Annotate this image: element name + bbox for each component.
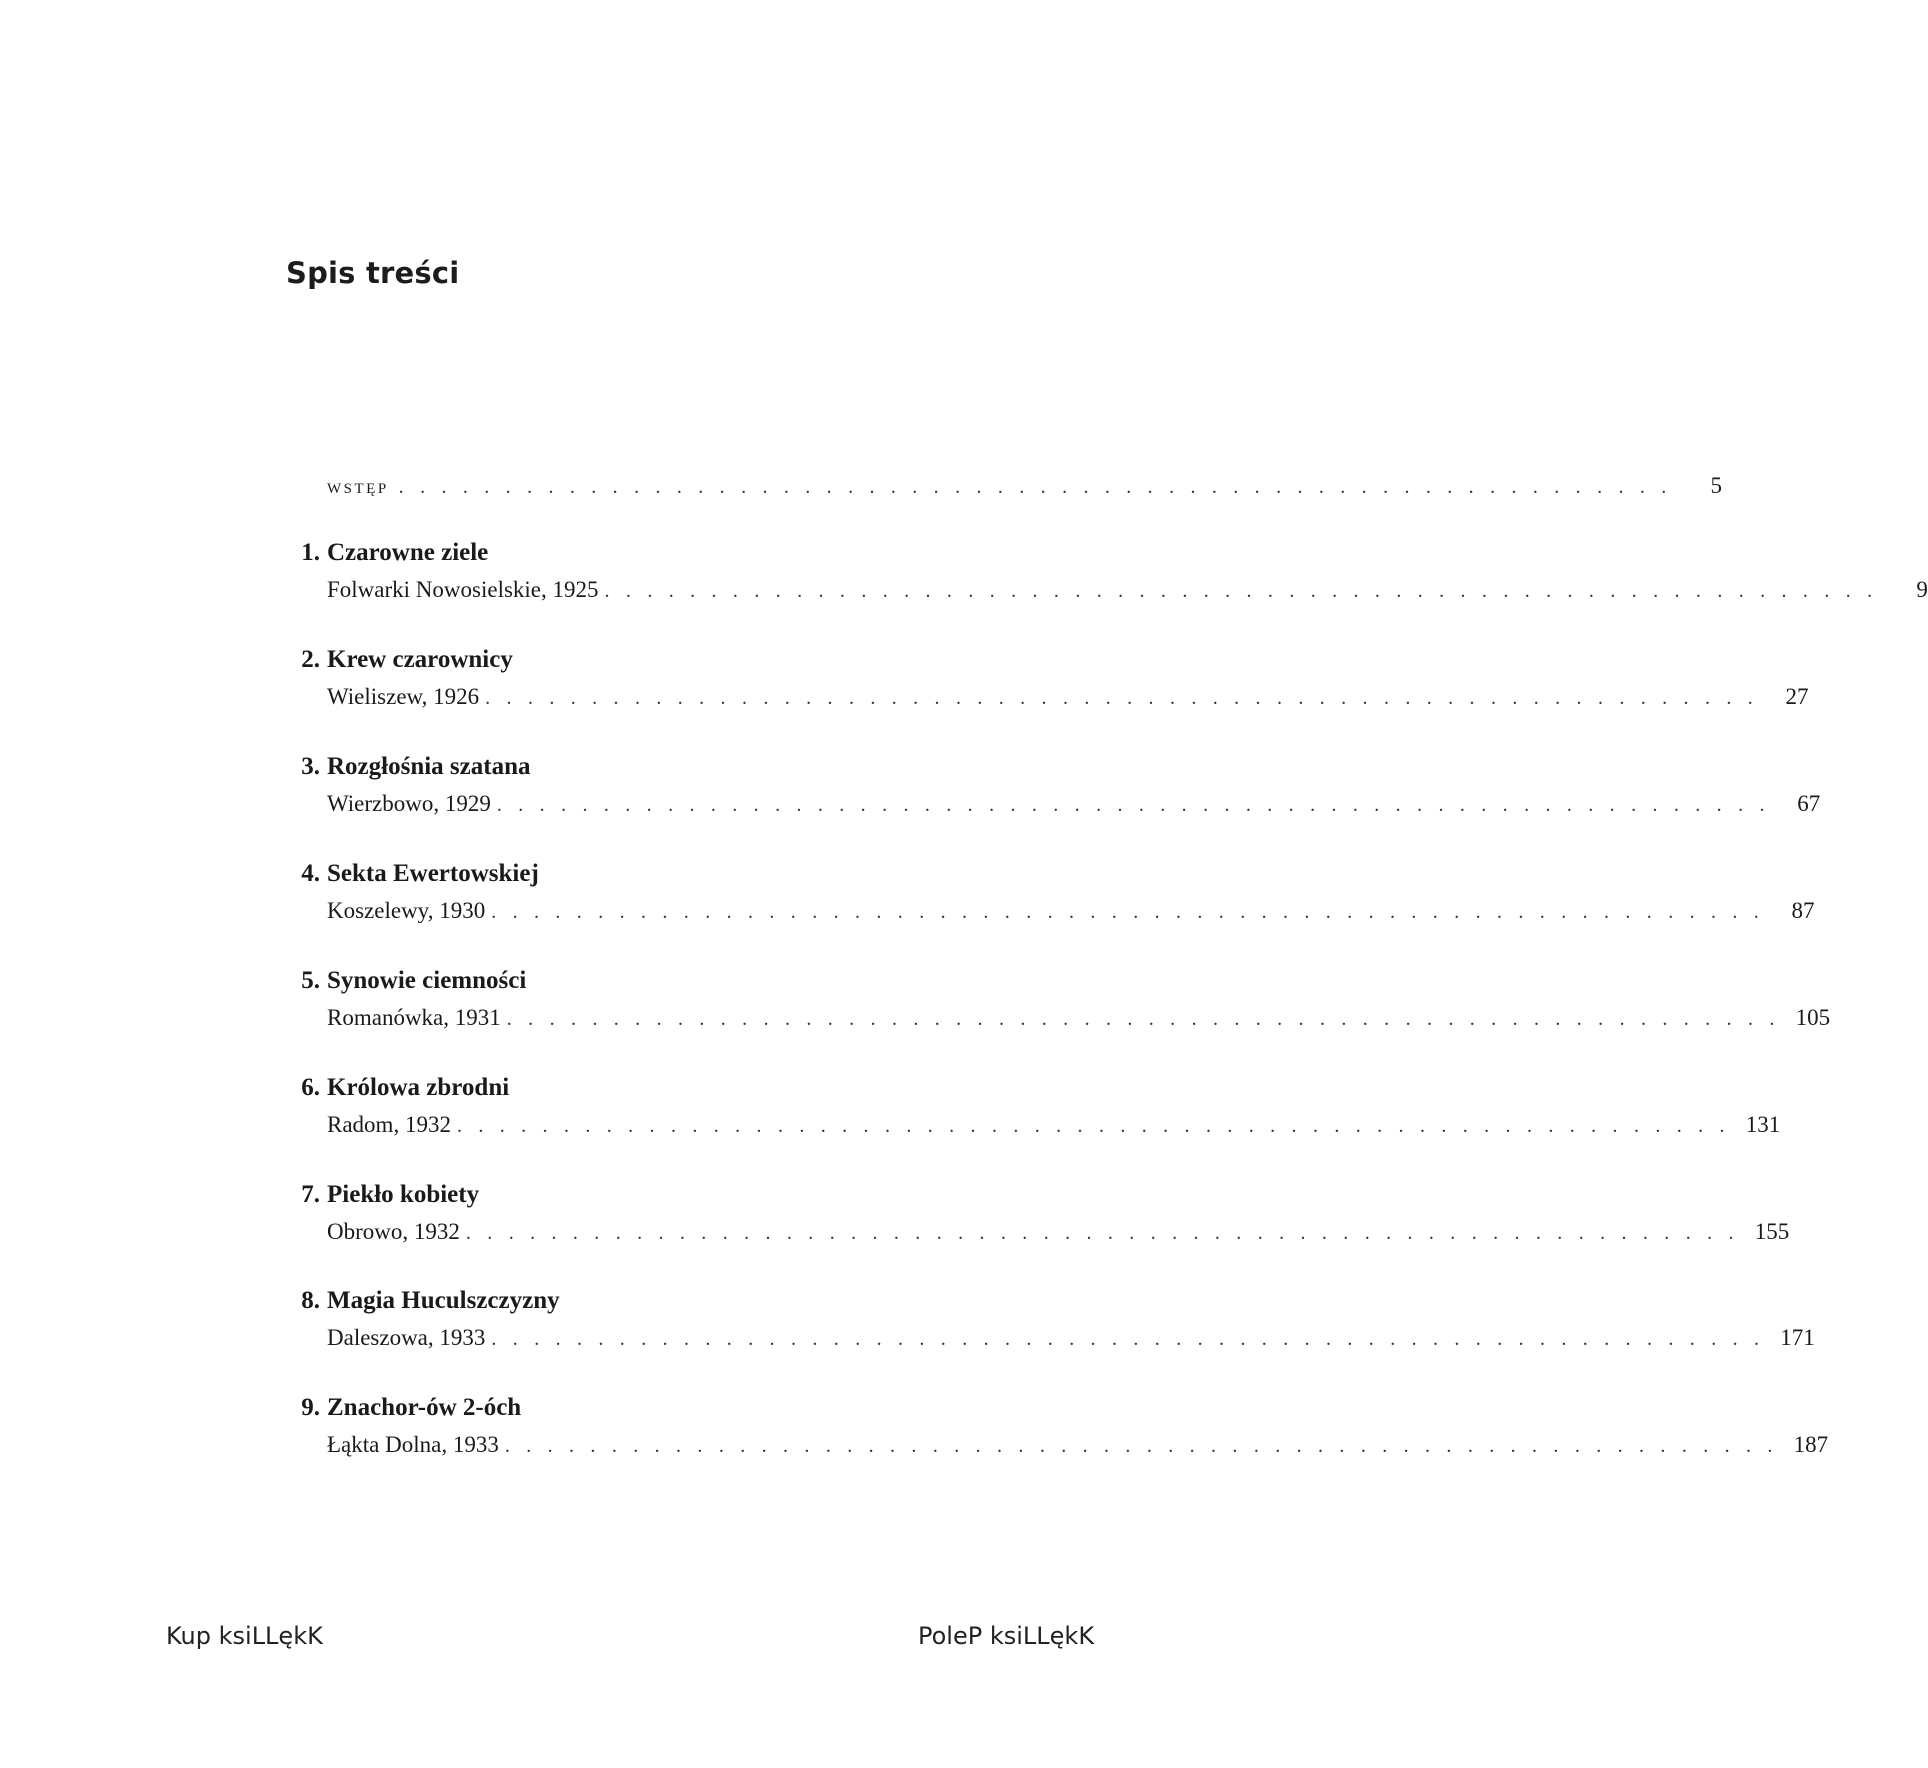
toc-page-number: 9 [1916, 577, 1928, 602]
chapter-place: Obrowo, 1932 [327, 1219, 460, 1244]
dot-leader: . . . . . . . . . . . . . . . . . . . . . . . . . . . . . . . . . . . . . . . . . . . . . . . . . . . . . . . . . . . . [496, 794, 1771, 816]
chapter-place: Koszelewy, 1930 [327, 898, 486, 923]
chapter-number: 9. [301, 1394, 320, 1421]
toc-entry-chapter [260, 857, 1815, 937]
chapter-place: Wieliszew, 1926 [327, 684, 480, 709]
chapter-number: 1. [301, 539, 320, 566]
toc-entry-chapter [260, 1391, 1829, 1471]
chapter-number: 2. [301, 646, 320, 673]
toc-page-number: 131 [1745, 1112, 1781, 1137]
recommend-book-link[interactable]: PoleP ksiLLęk​K [918, 1622, 1095, 1650]
toc-page-number: 171 [1780, 1325, 1815, 1350]
chapter-place: Radom, 1932 [327, 1112, 451, 1137]
chapter-place: Wierzbowo, 1929 [327, 791, 491, 816]
buy-book-link[interactable]: Kup ksiLLęk​K [166, 1622, 323, 1650]
toc-entry-chapter [260, 536, 1928, 616]
chapter-number: 5. [301, 967, 320, 994]
chapter-number: 6. [301, 1074, 320, 1101]
toc-entry-chapter [260, 1178, 1790, 1258]
dot-leader: . . . . . . . . . . . . . . . . . . . . . . . . . . . . . . . . . . . . . . . . . . . . . . . . . . . . . . . . . . . . [398, 476, 1672, 498]
chapter-number: 7. [301, 1181, 320, 1208]
toc-entry-chapter [260, 643, 1809, 723]
toc-entry-chapter [260, 964, 1831, 1044]
dot-leader: . . . . . . . . . . . . . . . . . . . . . . . . . . . . . . . . . . . . . . . . . . . . . . . . . . . . . . . . . . . . [506, 1008, 1781, 1030]
toc-page-number: 27 [1785, 684, 1809, 709]
chapter-number: 4. [301, 860, 320, 887]
dot-leader: . . . . . . . . . . . . . . . . . . . . . . . . . . . . . . . . . . . . . . . . . . . . . . . . . . . . . . . . . . . . [456, 1115, 1731, 1137]
toc-entry-chapter [260, 1284, 1815, 1364]
table-of-contents [260, 0, 1928, 1500]
page-title: Spis treści [286, 256, 460, 290]
dot-leader: . . . . . . . . . . . . . . . . . . . . . . . . . . . . . . . . . . . . . . . . . . . . . . . . . . . . . . . . . . . . [504, 1435, 1779, 1457]
chapter-place: Łąkta Dolna, 1933 [327, 1432, 499, 1457]
toc-entry-chapter [260, 750, 1821, 830]
chapter-title: Czarowne ziele [327, 539, 489, 566]
chapter-place: Folwarki Nowosielskie, 1925 [327, 577, 599, 602]
dot-leader: . . . . . . . . . . . . . . . . . . . . . . . . . . . . . . . . . . . . . . . . . . . . . . . . . . . . . . . . . . . . [491, 1328, 1765, 1350]
chapter-number: 3. [301, 753, 320, 780]
chapter-place: Daleszowa, 1933 [327, 1325, 486, 1350]
chapter-place: Romanówka, 1931 [327, 1005, 501, 1030]
chapter-title: Piekło kobiety [327, 1181, 480, 1208]
toc-page-number: 87 [1791, 898, 1815, 923]
toc-page-number: 187 [1793, 1432, 1829, 1457]
toc-entry-intro [327, 470, 1722, 503]
toc-page-number: 105 [1795, 1005, 1831, 1030]
chapter-title: Synowie ciemności [327, 967, 527, 994]
dot-leader: . . . . . . . . . . . . . . . . . . . . . . . . . . . . . . . . . . . . . . . . . . . . . . . . . . . . . . . . . . . . [604, 580, 1878, 602]
chapter-title: Magia Huculszczyzny [327, 1287, 560, 1314]
chapter-title: Sekta Ewertowskiej [327, 860, 539, 887]
chapter-title: Królowa zbrodni [327, 1074, 510, 1101]
chapter-title: Rozgłośnia szatana [327, 753, 531, 780]
toc-page-number: 155 [1754, 1219, 1790, 1244]
dot-leader: . . . . . . . . . . . . . . . . . . . . . . . . . . . . . . . . . . . . . . . . . . . . . . . . . . . . . . . . . . . . [491, 901, 1765, 923]
chapter-title: Krew czarownicy [327, 646, 513, 673]
chapter-title: Znachor-ów 2-óch [327, 1394, 522, 1421]
chapter-number: 8. [301, 1287, 320, 1314]
dot-leader: . . . . . . . . . . . . . . . . . . . . . . . . . . . . . . . . . . . . . . . . . . . . . . . . . . . . . . . . . . . . [485, 687, 1759, 709]
dot-leader: . . . . . . . . . . . . . . . . . . . . . . . . . . . . . . . . . . . . . . . . . . . . . . . . . . . . . . . . . . . . [465, 1222, 1740, 1244]
toc-page-number: 5 [1710, 473, 1722, 498]
toc-entry-chapter [260, 1071, 1781, 1151]
toc-intro-label: wstęp [327, 473, 389, 498]
toc-page-number: 67 [1797, 791, 1821, 816]
